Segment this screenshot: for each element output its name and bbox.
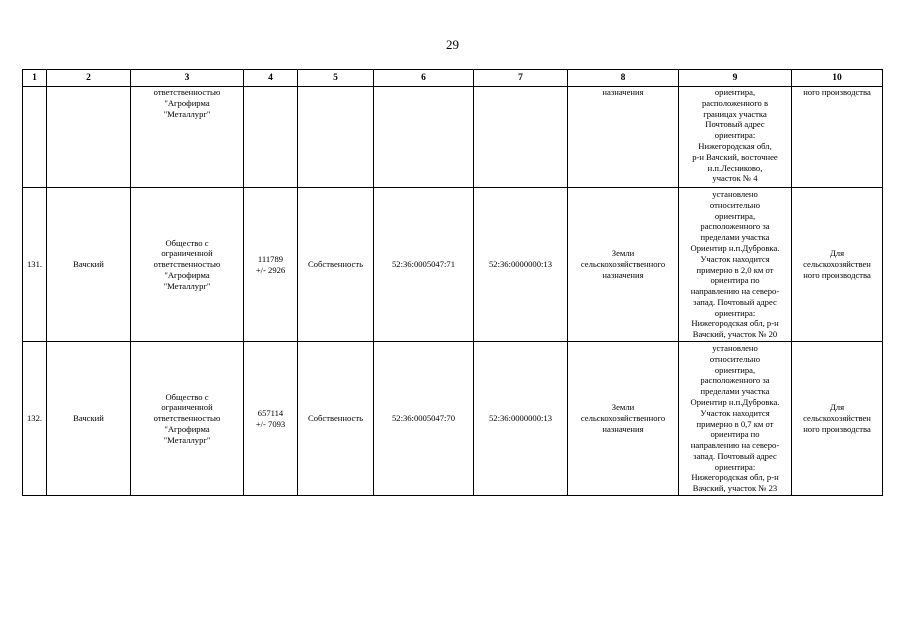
location-cell: установлено относительно ориентира, расположенного за пределами участка Ориентир н.п.Дубровка. Участок находится примерно в 2,0 км от ориентира по направлению на северо- запад. Почтовый адрес ориентира: Нижегородская обл, р-н Вачский, участок № 20 [679,188,792,342]
table-row [23,342,883,496]
row-number: 131. [23,188,47,342]
continuation-row [23,87,883,188]
use-cell: ного производства [792,87,883,188]
district-cell: Вачский [47,188,131,342]
column-header: 7 [474,70,568,87]
use-cell: Для сельскохозяйствен ного производства [792,342,883,496]
cadastral-number-cell: 52:36:0005047:71 [374,188,474,342]
area-cell: 657114 +/- 7093 [244,342,298,496]
quarter-cell: 52:36:0000000:13 [474,188,568,342]
column-header: 4 [244,70,298,87]
table-cell [47,87,131,188]
row-number: 132. [23,342,47,496]
column-header: 1 [23,70,47,87]
column-header: 3 [131,70,244,87]
cadastral-number-cell: 52:36:0005047:70 [374,342,474,496]
category-cell: назначения [568,87,679,188]
table-row [23,188,883,342]
column-header: 6 [374,70,474,87]
table-cell [23,87,47,188]
column-header: 5 [298,70,374,87]
right-cell: Собственность [298,188,374,342]
owner-cell: ответственностью "Агрофирма "Металлург" [131,87,244,188]
page-number: 29 [446,37,459,52]
right-cell: Собственность [298,342,374,496]
district-cell: Вачский [47,342,131,496]
location-cell: установлено относительно ориентира, расположенного за пределами участка Ориентир н.п.Дубровка. Участок находится примерно в 0,7 км от ориентира по направлению на северо- запад. Почтовый адрес ориентира: Нижегородская обл, р-н Вачский, участок № 23 [679,342,792,496]
use-cell: Для сельскохозяйствен ного производства [792,188,883,342]
owner-cell: Общество с ограниченной ответственностью "Агрофирма "Металлург" [131,342,244,496]
location-cell: ориентира, расположенного в границах участка Почтовый адрес ориентира: Нижегородская обл, р-н Вачский, восточнее н.п.Лесниково, участок № 4 [679,87,792,188]
area-cell: 111789 +/- 2926 [244,188,298,342]
table-cell [474,87,568,188]
owner-cell: Общество с ограниченной ответственностью "Агрофирма "Металлург" [131,188,244,342]
category-cell: Земли сельскохозяйственного назначения [568,188,679,342]
table-cell [298,87,374,188]
table-cell [374,87,474,188]
quarter-cell: 52:36:0000000:13 [474,342,568,496]
column-header: 2 [47,70,131,87]
category-cell: Земли сельскохозяйственного назначения [568,342,679,496]
table-cell [244,87,298,188]
land-registry-table [22,69,883,496]
column-header: 10 [792,70,883,87]
column-header: 9 [679,70,792,87]
header-row [23,70,883,87]
column-header: 8 [568,70,679,87]
